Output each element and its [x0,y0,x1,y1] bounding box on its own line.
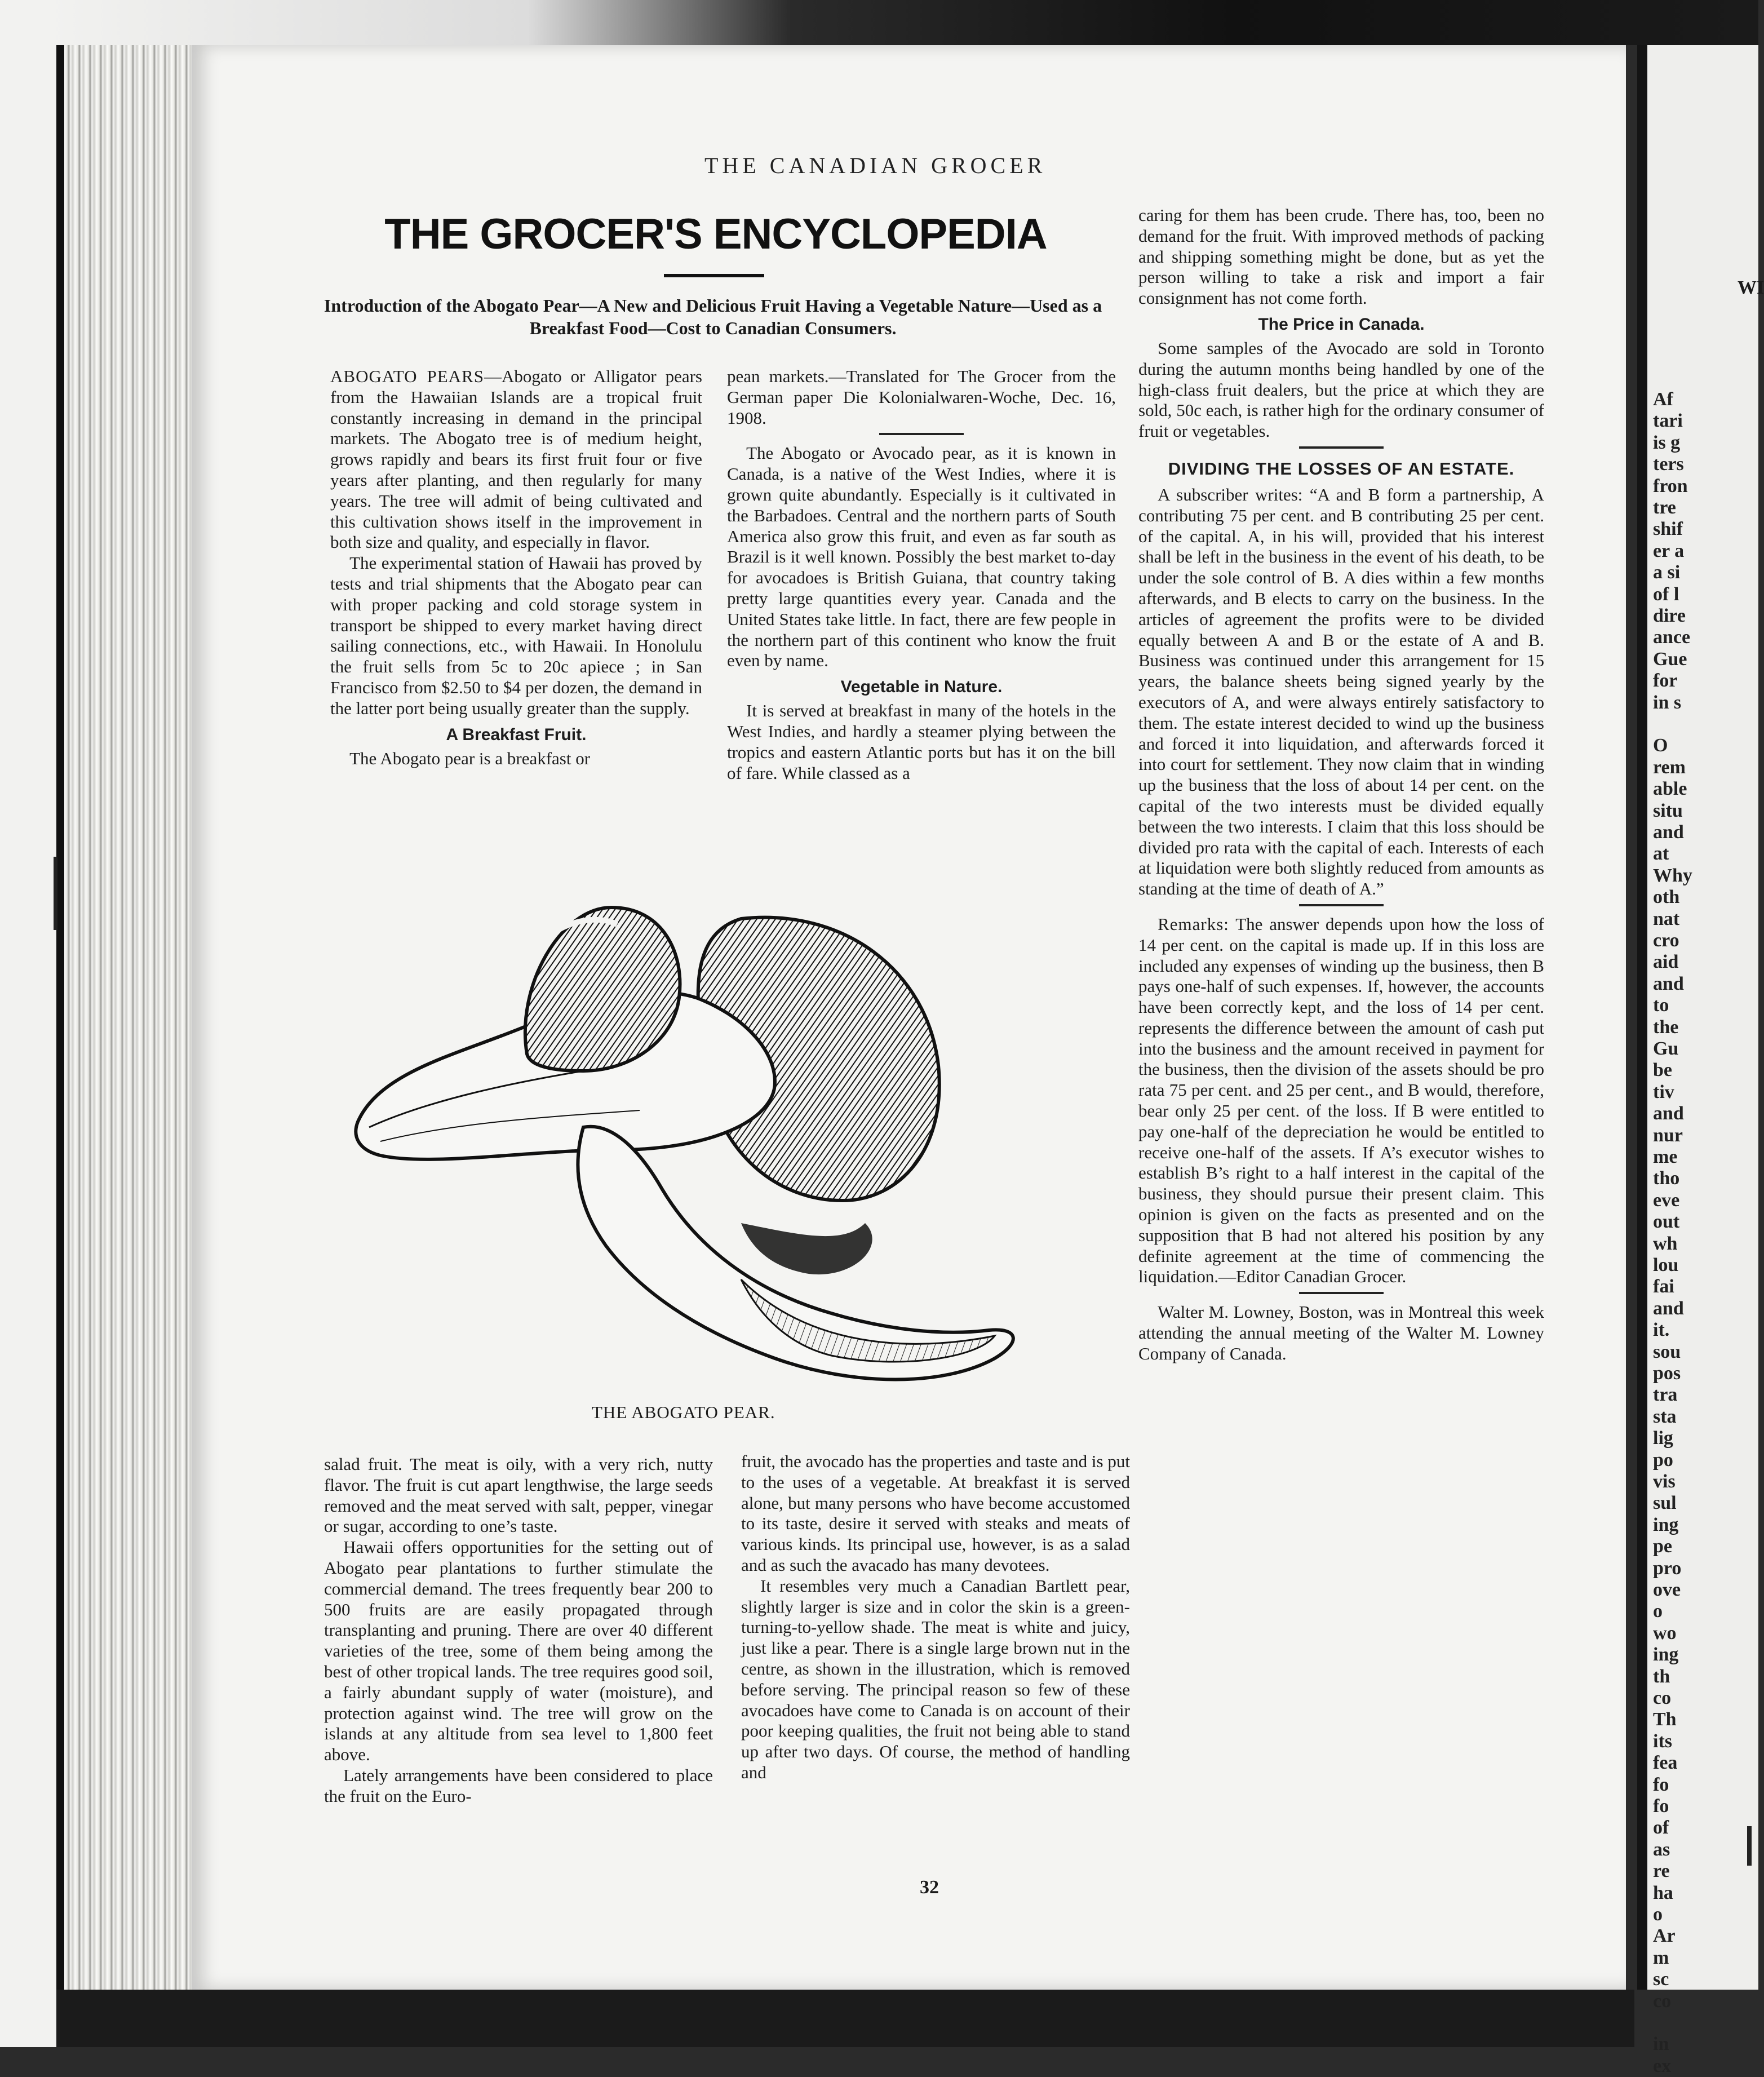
subheading-vegetable-in-nature: Vegetable in Nature. [840,677,1003,697]
paragraph-text: The answer depends upon how the loss of 14 per cent. on the capital is made up. If in this loss are included any expenses of winding up the business, then B pays one-half of such expenses. If, however, the accounts have been correctly kept, and the loss of 14 per cent. represents the difference between the amount of cash put into the business and the amount received in payment for the business, then the division of the assets should be pro rata 75 per cent. and 25 per cent., and B would, therefore, bear only 25 per cent. of the loss. If B were entitled to pay one-half of the depreciation he would be entitled to receive one-half of the assets. If A’s executor wishes to establish B’s right to a half interest in the capital of the business, they should pursue their present claim. This opinion is given on the facts as presented and on the supposition that B had not altered his position by any definite agreement at the time of commencing the liquidation.—Editor Canadian Grocer. [1138,914,1544,1287]
facing-page-fragment-line: fo [1653,1796,1669,1817]
paragraph-text: —Abogato or Alligator pears from the Hawaiian Islands are a tropical fruit constantly increasing in demand in the principal markets. The Abogato tree is of medium height, grows rapidly and bears its first fruit four or five years after planting, and then regularly for many years. The tree will admit of being cultivated and this cultivation shows itself in the improvement in both size and quality, and especially in flavor. [330,366,702,552]
section-rule [879,433,964,435]
facing-page-fragment-line: o [1653,1904,1663,1925]
column-2 [727,366,1116,783]
paragraph [1138,914,1544,1287]
facing-page-fragment-line: in s [1653,692,1682,713]
facing-page-fragment-line: tho [1653,1168,1680,1189]
book-page-edges [56,45,203,1990]
facing-page-fragment-line: rem [1653,756,1686,778]
scan-background-top [0,0,1758,45]
facing-page-fragment-line: sta [1653,1406,1677,1427]
avocado-illustration [347,885,1096,1398]
facing-page-fragment-line: situ [1653,800,1683,821]
subheading-dividing-losses: DIVIDING THE LOSSES OF AN ESTATE. [1168,458,1515,479]
paragraph [330,366,702,553]
facing-page-fragment-line: Gue [1653,648,1687,670]
column-3 [1138,205,1544,1365]
facing-page-fragment-line: re [1653,1861,1670,1882]
facing-page-fragment-line: ha [1653,1882,1673,1903]
facing-page-fragment-line: tra [1653,1384,1678,1406]
facing-page-fragment-line: Th [1653,1709,1677,1730]
facing-page-fragment-line: ters [1653,454,1684,475]
facing-page-fragment-line: oth [1653,887,1680,908]
paragraph: caring for them has been crude. There has, too, been no demand for the fruit. With improved methods of packing and shipping something might be done, but as yet the person willing to take a risk and import a fair consignment has not come forth. [1138,205,1544,308]
facing-page-fragment-line: pe [1653,1536,1672,1557]
facing-page-fragment-line: and [1653,973,1684,994]
facing-page-fragment-line: O [1653,735,1668,756]
paragraph: It is served at breakfast in many of the hotels in the West Indies, and hardly a steamer plying between the tropics and eastern Atlantic ports but has it on the bill of fare. While classed as a [727,701,1116,783]
paragraph: salad fruit. The meat is oily, with a very rich, nutty flavor. The fruit is cut apart lengthwise, the large seeds removed and the meat served with salt, pepper, vinegar or sugar, according to one’s taste. [324,1454,713,1536]
scan-background-left [0,0,56,2047]
paragraph: Some samples of the Avocado are sold in Toronto during the autumn months being handled by one of the high-class fruit dealers, but the price at which they are sold, 50c each, is rather high for the ordinary consumer of fruit or vegetables. [1138,338,1544,441]
facing-page-fragment-line: fai [1653,1276,1674,1297]
section-rule [1299,1292,1384,1294]
facing-page-fragment-line: nat [1653,908,1680,929]
facing-page-fragment-line: po [1653,1449,1673,1471]
facing-page-fragment-line: er a [1653,540,1685,561]
facing-page-fragment-line: a si [1653,562,1681,583]
facing-page-fragment-line: ove [1653,1579,1681,1600]
facing-page-heading-fragment: WI [1738,277,1764,298]
facing-page-fragment-line: th [1653,1666,1670,1687]
column-1 [330,366,702,769]
running-head: THE CANADIAN GROCER [704,153,1047,178]
facing-page-fragment-line: out [1653,1211,1680,1233]
facing-page-fragment-line: able [1653,778,1687,800]
paragraph: Walter M. Lowney, Boston, was in Montreal this week attending the annual meeting of the Walter M. Lowney Company of Canada. [1138,1302,1544,1363]
binding-mark [1747,1826,1752,1866]
facing-page-fragment-line: eve [1653,1189,1680,1211]
facing-page-fragment-line: dire [1653,605,1686,626]
facing-page-fragment-line: nur [1653,1124,1683,1146]
facing-page-fragment-line: tari [1653,410,1683,432]
paragraph: A subscriber writes: “A and B form a partnership, A contributing 75 per cent. and B contributing 25 per cent. of the capital. A, in his will, provided that his interest shall be left in the business in the event of his death, to be under the sole control of B. A dies within a few months afterwards, and B elects to carry on the business. In the articles of agreement the profits were to be divided equally between A and B or the estate of A and B. Business was continued under this arrangement for 15 years, the balance sheets being signed yearly by the executors of A, and were always entirely satisfactory to them. The estate interest decided to wind up the business and forced it into liquidation, and afterwards forced it into court for settlement. They now claim that in winding up the business that the loss of about 14 per cent. on the capital of the two interests must be divided equally between the two interests. I claim that this loss should be divided pro rata with the capital of each. Interests of each at liquidation were both slightly reduced from amounts as standing at the time of death of A.” [1138,484,1544,899]
facing-page-fragment-line: fron [1653,475,1688,497]
paragraph: fruit, the avocado has the properties and taste and is put to the uses of a vegetable. At breakfast it is served alone, but many persons who have become accustomed to its taste, desire it served with steaks and meats of various kinds. Its principal use, however, is as a salad and as such the avacado has many devotees. [741,1451,1130,1575]
facing-page-fragment-line: wo [1653,1622,1677,1644]
binding-mark [54,857,57,930]
facing-page-fragment-line: is g [1653,432,1681,453]
facing-page-fragment-line: and [1653,822,1684,843]
facing-page-fragment-line: Ar [1653,1925,1676,1947]
facing-page-fragment-line: of [1653,1817,1669,1839]
section-rule [1299,446,1384,449]
paragraph: The experimental station of Hawaii has proved by tests and trial shipments that the Abogato pear can with proper packing and cold storage system in transport be shipped to every market having direct sailing connections, etc., with Hawaii. In Honolulu the fruit sells from 5c to 20c apiece ; in San Francisco from $2.50 to $4 per dozen, the demand in the latter port being usually greater than the supply. [330,553,702,718]
facing-page-fragment-line: vis [1653,1471,1676,1492]
paragraph: Hawaii offers opportunities for the setting out of Abogato pear plantations to further stimulate the commercial demand. The trees frequently bear 200 to 500 fruits are are easily propagated through transplanting and pruning. There are over 40 different varieties of the tree, some of them being among the best of other tropical lands. The tree requires good soil, a fairly abundant supply of water (moisture), and protection against wind. The tree will grow on the islands at any altitude from sea level to 1,800 feet above. [324,1537,713,1765]
subheading-breakfast-fruit: A Breakfast Fruit. [446,725,587,744]
facing-page-fragment-line: cro [1653,930,1679,951]
facing-page-fragment-line: co [1653,1990,1672,2012]
facing-page-fragment-line: sul [1653,1493,1677,1514]
subheading-price-in-canada: The Price in Canada. [1258,315,1425,334]
facing-page-fragment-line: to [1653,995,1669,1016]
facing-page-fragment-line: co [1653,1688,1672,1708]
facing-page-fragment-line: be [1653,1060,1672,1081]
facing-page-fragment-line: ing [1653,1644,1679,1666]
lead-in: ABOGATO PEARS [330,366,484,386]
paragraph: It resembles very much a Canadian Bartlett pear, slightly larger is size and in color the skin is a green-turning-to-yellow shade. The meat is white and juicy, just like a pear. There is a single large brown nut in the centre, as shown in the illustration, which is removed before serving. The principal reason so few of these avocadoes have come to Canada is on account of their poor keeping qualities, the fruit not being able to stand up after two days. Of course, the method of handling and [741,1575,1130,1782]
column-4 [324,1454,713,1807]
facing-page-fragment-line: pos [1653,1363,1681,1384]
facing-page-fragment-line: for [1653,670,1678,692]
illustration-caption: THE ABOGATO PEAR. [592,1402,775,1422]
lead-in: Remarks: [1158,914,1229,934]
facing-page-fragment-line: sou [1653,1341,1681,1362]
section-rule [1299,904,1384,906]
facing-page-fragment-line: its [1653,1730,1672,1752]
title-rule [664,274,764,277]
facing-page-fragment-line: of l [1653,583,1679,605]
facing-page-fragment-line: and [1653,1297,1684,1319]
facing-page-fragment-line: m [1653,1947,1669,1968]
facing-page-fragment-line: lig [1653,1428,1673,1449]
facing-page-fragment-line: and [1653,1103,1684,1124]
facing-page-fragment [1637,45,1764,2076]
article-deck: Introduction of the Abogato Pear—A New and Delicious Fruit Having a Vegetable Nature—Used as a Breakfast Food—Cost to Canadian Consumers. [323,295,1102,338]
column-5 [741,1451,1130,1783]
facing-page-fragment-line: o [1653,1601,1663,1622]
facing-page-fragment-line: in [1653,2034,1669,2055]
facing-page-fragment-line: fea [1653,1752,1678,1774]
facing-page-fragment-line: wh [1653,1233,1678,1254]
facing-page-fragment-line: Gu [1653,1038,1679,1059]
facing-page-fragment-line: ex [1653,2055,1672,2076]
paragraph: pean markets.—Translated for The Grocer from the German paper Die Kolonialwaren-Woche, Dec. 16, 1908. [727,366,1116,428]
facing-page-fragment-line: at [1653,843,1669,865]
facing-page-fragment-line: the [1653,1016,1679,1038]
facing-page-fragment-line: tre [1653,497,1676,518]
paragraph: The Abogato pear is a breakfast or [349,748,591,768]
facing-page-fragment-line: pro [1653,1557,1682,1579]
facing-page-fragment-line: shif [1653,519,1683,540]
facing-page-fragment-line: lou [1653,1255,1679,1276]
facing-page-fragment-line: as [1653,1839,1670,1860]
facing-page-fragment-line: me [1653,1146,1678,1167]
page-title: THE GROCER'S ENCYCLOPEDIA [384,210,1047,258]
facing-page-fragment-line: fo [1653,1774,1669,1795]
scan-background-bottom [56,1990,1634,2047]
facing-page-fragment-line: aid [1653,951,1679,973]
facing-page-fragment-line: Af [1653,389,1673,410]
facing-page-fragment-line: it. [1653,1319,1670,1341]
facing-page-fragment-line: ing [1653,1514,1679,1535]
paragraph: Lately arrangements have been considered to place the fruit on the Euro- [324,1765,713,1806]
page-number: 32 [920,1877,939,1898]
facing-page-fragment-line: tiv [1653,1081,1674,1102]
facing-page-fragment-line: sc [1653,1969,1669,1990]
facing-page-fragment-line: Why [1653,865,1692,886]
paragraph: The Abogato or Avocado pear, as it is known in Canada, is a native of the West Indies, where it is grown quite abundantly. Especially is it cultivated in the Barbadoes. Central and the northern parts of South America also grow this fruit, and even as far south as Brazil is it well known. Possibly the best market to-day for avocadoes is British Guiana, that country taking pretty large quantities every year. Canada and the United States take little. In fact, there are few people in the northern part of this continent who know the fruit even by name. [727,443,1116,671]
facing-page-fragment-line: ance [1653,627,1691,648]
